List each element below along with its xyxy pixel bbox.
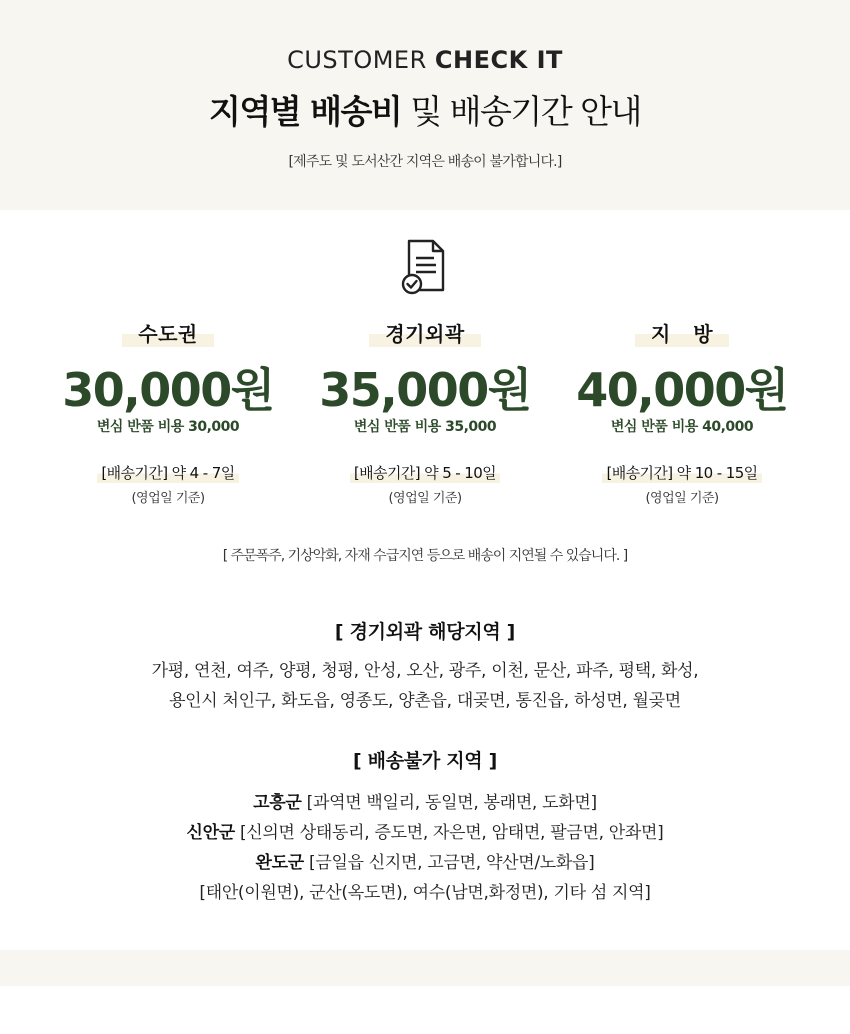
county-name: 신안군: [186, 823, 235, 843]
zone-name: 지 방: [635, 318, 729, 347]
brand-line: [0, 46, 850, 74]
outer-area-list: [0, 656, 850, 716]
zone-card: [315, 318, 535, 506]
brand-strong: CHECK IT: [434, 46, 563, 74]
county-detail: [신의면 상태동리, 증도면, 자은면, 암태면, 팔금면, 안좌면]: [234, 823, 664, 843]
zone-period: [배송기간] 약 10 - 15일: [602, 462, 761, 483]
zone-period: [배송기간] 약 4 - 7일: [97, 462, 238, 483]
zone-basis: (영업일 기준): [388, 490, 462, 506]
no-delivery-title: [ 배송불가 지역 ]: [352, 750, 498, 772]
zone-basis: (영업일 기준): [645, 490, 719, 506]
page-title: [0, 86, 850, 133]
title-strong: 지역별 배송비: [209, 92, 402, 131]
county-name: 완도군: [255, 853, 304, 873]
title-light: 및 배송기간 안내: [410, 92, 641, 131]
zone-return-fee: 변심 반품 비용 35,000: [353, 418, 497, 435]
zone-price: 40,000원: [576, 363, 788, 417]
county-detail: [금일읍 신지면, 고금면, 약산면/노화읍]: [303, 853, 595, 873]
delay-notice: [ 주문폭주, 기상악화, 자재 수급지연 등으로 배송이 지연될 수 있습니다. ]: [222, 548, 628, 564]
zone-card: [58, 318, 278, 506]
zone-basis: (영업일 기준): [131, 490, 205, 506]
outer-area-title: [ 경기외곽 해당지역 ]: [334, 621, 516, 643]
zone-price: 35,000원: [319, 363, 531, 417]
zone-price: 30,000원: [62, 363, 274, 417]
no-delivery-row: [0, 788, 850, 818]
zone-return-fee: 변심 반품 비용 40,000: [610, 418, 754, 435]
no-delivery-list: [0, 788, 850, 908]
zone-card: [572, 318, 792, 506]
outer-area-line: 용인시 처인구, 화도읍, 영종도, 양촌읍, 대곶면, 통진읍, 하성면, 월곶면: [169, 691, 681, 711]
zone-name: 경기외곽: [369, 318, 480, 347]
brand-light: CUSTOMER: [287, 46, 427, 74]
no-delivery-extra: [태안(이원면), 군산(옥도면), 여수(남면,화정면), 기타 섬 지역]: [199, 883, 651, 903]
no-delivery-row: [0, 818, 850, 848]
footer-band: [0, 950, 850, 986]
document-check-icon: [400, 238, 450, 298]
zone-list: [0, 318, 850, 506]
county-name: 고흥군: [253, 793, 302, 813]
header-section: [0, 0, 850, 210]
zone-period: [배송기간] 약 5 - 10일: [350, 462, 500, 483]
no-delivery-row: [0, 848, 850, 878]
island-notice: [제주도 및 도서산간 지역은 배송이 불가합니다.]: [288, 154, 562, 170]
zone-name: 수도권: [122, 318, 213, 347]
zone-return-fee: 변심 반품 비용 30,000: [96, 418, 240, 435]
county-detail: [과역면 백일리, 동일면, 봉래면, 도화면]: [301, 793, 597, 813]
outer-area-line: 가평, 연천, 여주, 양평, 청평, 안성, 오산, 광주, 이천, 문산, 파주, 평택, 화성,: [151, 661, 699, 681]
